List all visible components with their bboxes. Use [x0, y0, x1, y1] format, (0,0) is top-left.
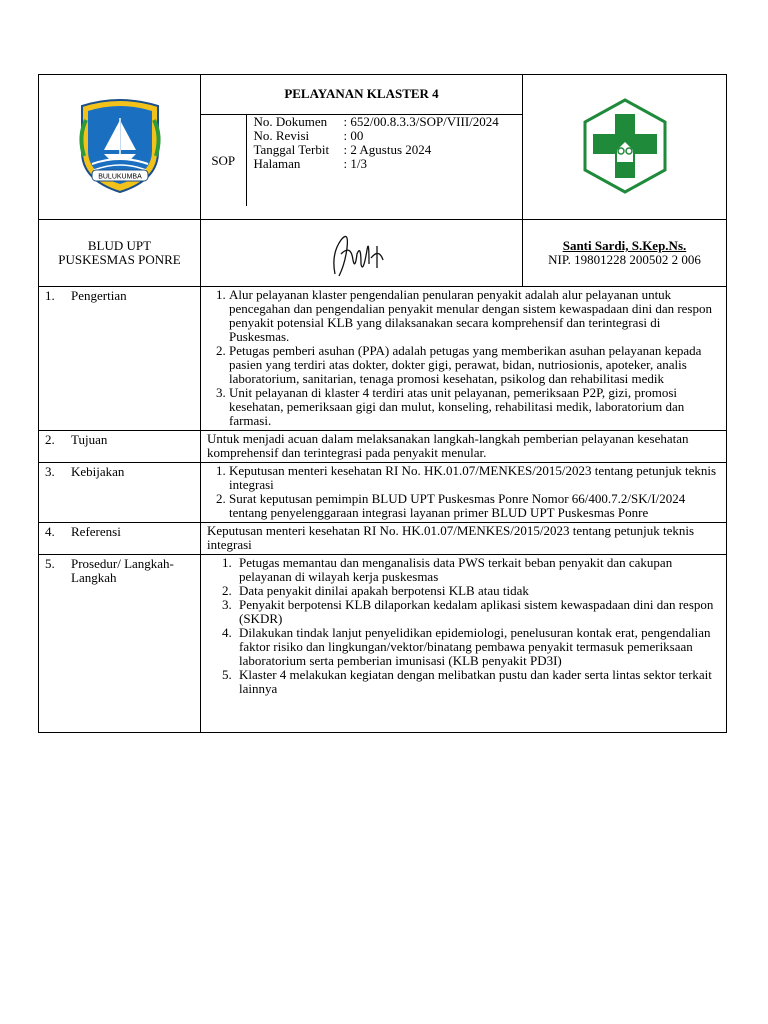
meta-tanggal-terbit: Tanggal Terbit : 2 Agustus 2024 [253, 142, 432, 157]
section-tujuan: 2. Tujuan Untuk menjadi acuan dalam melaksanakan langkah-langkah pemberian pelayanan kesehatan komprehensif dan terintegrasi pada penyakit menular. [39, 431, 727, 463]
section-label: Tujuan [71, 432, 108, 447]
sop-meta-table [201, 115, 522, 206]
list-item: 3. Penyakit berpotensi KLB dilaporkan kedalam aplikasi sistem kewaspadaan dini dan respon (SKDR) [235, 598, 720, 626]
document-title: PELAYANAN KLASTER 4 [201, 75, 522, 115]
section-label: Kebijakan [71, 464, 125, 479]
left-logo-cell [39, 75, 201, 220]
list-item: 5. Klaster 4 melakukan kegiatan dengan melibatkan pustu dan kader serta lintas sektor terkait lainnya [235, 668, 720, 696]
meta-no-dokumen: No. Dokumen : 652/00.8.3.3/SOP/VIII/2024 [253, 114, 499, 129]
emblem-ribbon-text: BULUKUMBA [97, 173, 142, 180]
meta-block [246, 115, 522, 206]
meta-halaman: Halaman : 1/3 [253, 156, 367, 171]
approval-row [39, 220, 727, 287]
meta-no-revisi: No. Revisi : 00 [253, 128, 364, 143]
list-item: 2. Surat keputusan pemimpin BLUD UPT Puskesmas Ponre Nomor 66/400.7.2/SK/I/2024 tentang penyelenggaraan integrasi layanan primer BLUD UPT Puskesmas Ponre [229, 492, 720, 520]
header-row [39, 75, 727, 220]
list-item: 4. Dilakukan tindak lanjut penyelidikan epidemiologi, penelusuran kontak erat, pengendalian faktor risiko dan lingkungan/vektor/binatang pembawa penyakit termasuk pemeriksaan laboratorium serta pemberian imunisasi (KLB penyakit PD3I) [235, 626, 720, 668]
list-item: 1. Alur pelayanan klaster pengendalian penularan penyakit adalah alur pelayanan untuk pencegahan dan pengendalian penyakit menular dengan sistem kewaspadaan dini dan respon penyakit potensial KLB yang dilaksanakan secara komprehensif dan terintegrasi di Puskesmas. [229, 288, 720, 344]
prosedur-list [207, 556, 720, 696]
signature-cell [201, 220, 523, 287]
signature-icon [327, 224, 397, 280]
puskesmas-cross-icon [577, 98, 673, 194]
bulukumba-emblem-icon [74, 96, 166, 196]
section-pengertian: 1. Pengertian 1. Alur pelayanan klaster pengendalian penularan penyakit adalah alur pelayanan untuk pencegahan dan pengendalian penyakit menular dengan sistem kewaspadaan dini dan respon penyakit potensial KLB yang dilaksanakan secara komprehensif dan terintegrasi di Puskesmas. 2. Petugas pemberi asuhan (PPA) adalah petugas yang memberikan asuhan pelayanan kepada pasien yang terdiri atas dokter, dokter gigi, perawat, bidan, nutriosionis, apoteker, analis laboratorium, sanitarian, tenaga promosi kesehatan, psikolog dan rehabilitasi medik 3. Unit pelayanan di klaster 4 terdiri atas unit pelayanan, pemeriksaan P2P, gizi, promosi kesehatan, pemeriksaan gigi dan mulut, konseling, rehabilitasi medik, laboratorium dan farmasi. [39, 287, 727, 431]
kebijakan-list [207, 464, 720, 520]
referensi-text: Keputusan menteri kesehatan RI No. HK.01.07/MENKES/2015/2023 tentang petunjuk teknis integrasi [201, 523, 727, 555]
right-logo-cell [523, 75, 727, 220]
approver-nip: NIP. 19801228 200502 2 006 [548, 252, 701, 267]
sop-label: SOP [201, 115, 246, 206]
list-item: 3. Unit pelayanan di klaster 4 terdiri atas unit pelayanan, pemeriksaan P2P, gizi, promosi kesehatan, pemeriksaan gigi dan mulut, konseling, rehabilitasi medik, laboratorium dan farmasi. [229, 386, 720, 428]
list-item: 2. Petugas pemberi asuhan (PPA) adalah petugas yang memberikan asuhan pelayanan kepada pasien yang terdiri atas dokter, dokter gigi, perawat, bidan, nutriosionis, apoteker, analis laboratorium, sanitarian, tenaga promosi kesehatan, psikolog dan rehabilitasi medik [229, 344, 720, 386]
section-referensi: 4. Referensi Keputusan menteri kesehatan RI No. HK.01.07/MENKES/2015/2023 tentang petunjuk teknis integrasi [39, 523, 727, 555]
approver-cell [523, 220, 727, 287]
list-item: 2. Data penyakit dinilai apakah berpotensi KLB atau tidak [235, 584, 720, 598]
title-meta-cell [201, 75, 523, 220]
pengertian-list [207, 288, 720, 428]
section-label: Prosedur/ Langkah-Langkah [71, 556, 174, 585]
list-item: 1. Keputusan menteri kesehatan RI No. HK.01.07/MENKES/2015/2023 tentang petunjuk teknis integrasi [229, 464, 720, 492]
sop-document [38, 74, 726, 733]
list-item: 1. Petugas memantau dan menganalisis data PWS terkait beban penyakit dan cakupan pelayanan di wilayah kerja puskesmas [235, 556, 720, 584]
approver-name: Santi Sardi, S.Kep.Ns. [562, 238, 687, 253]
section-label: Pengertian [71, 288, 127, 303]
sop-table [38, 74, 727, 733]
organization-name: BLUD UPT PUSKESMAS PONRE [39, 220, 201, 287]
section-prosedur: 5. Prosedur/ Langkah-Langkah 1. Petugas memantau dan menganalisis data PWS terkait beban penyakit dan cakupan pelayanan di wilayah kerja puskesmas 2. Data penyakit dinilai apakah berpotensi KLB atau tidak 3. Penyakit berpotensi KLB dilaporkan kedalam aplikasi sistem kewaspadaan dini dan respon (SKDR) 4. Dilakukan tindak lanjut penyelidikan epidemiologi, penelusuran kontak erat, pengendalian faktor risiko dan lingkungan/vektor/binatang pembawa penyakit termasuk pemeriksaan laboratorium serta pemberian imunisasi (KLB penyakit PD3I) 5. Klaster 4 melakukan kegiatan dengan melibatkan pustu dan kader serta lintas sektor terkait lainnya [39, 555, 727, 733]
tujuan-text: Untuk menjadi acuan dalam melaksanakan langkah-langkah pemberian pelayanan kesehatan komprehensif dan terintegrasi pada penyakit menular. [201, 431, 727, 463]
section-label: Referensi [71, 524, 121, 539]
section-kebijakan: 3. Kebijakan 1. Keputusan menteri kesehatan RI No. HK.01.07/MENKES/2015/2023 tentang petunjuk teknis integrasi 2. Surat keputusan pemimpin BLUD UPT Puskesmas Ponre Nomor 66/400.7.2/SK/I/2024 tentang penyelenggaraan integrasi layanan primer BLUD UPT Puskesmas Ponre [39, 463, 727, 523]
